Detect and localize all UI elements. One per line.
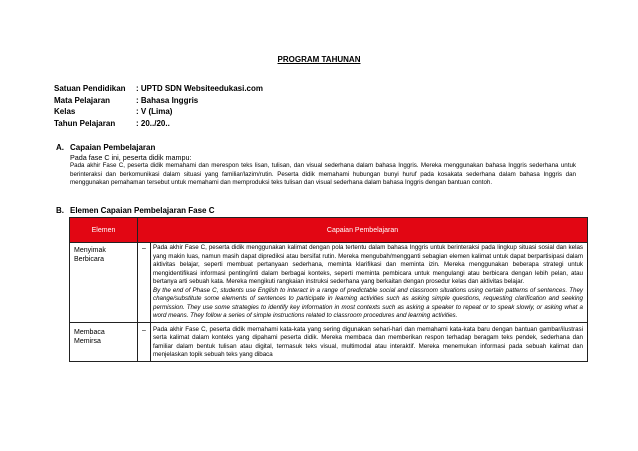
info-value: : V (Lima) bbox=[136, 107, 173, 116]
info-label: Kelas bbox=[54, 107, 76, 116]
section-title: Elemen Capaian Pembelajaran Fase C bbox=[70, 206, 215, 215]
document-title: PROGRAM TAHUNAN bbox=[277, 55, 361, 64]
elemen-cell bbox=[70, 322, 138, 361]
elemen-line: Menyimak bbox=[74, 247, 106, 254]
elemen-line: Membaca bbox=[74, 328, 105, 336]
capaian-text-en: By the end of Phase C, students use English to interact in a range of predictable social and classroom situations using certain patterns of sentences. They change/substitute some elements of sentences to participate in learning activities such as asking simple questions, requesting clarification and seeking permission. They use some strategies to identify key information in most contexts such as asking a speaker to repeat or to speak slowly, or asking what a word means. They follow a series of simple instructions related to classroom procedures and learning activities. bbox=[153, 286, 583, 319]
info-label: Satuan Pendidikan bbox=[54, 84, 126, 93]
table-header-row bbox=[70, 218, 588, 243]
table-row bbox=[70, 322, 588, 361]
info-row-satuan bbox=[54, 83, 263, 95]
capaian-text-id: Pada akhir Fase C, peserta didik menggunakan kalimat dengan pola tertentu dalam bahasa Inggris untuk berinteraksi pada lingkup situasi sosial dan kelas yang makin luas, namun masih dapat diprediksi atau bersifat rutin. Mereka mengubah/mengganti sebagian elemen kalimat untuk dapat berpartisipasi dalam aktivitas belajar, seperti membuat pertanyaan sederhana, meminta klarifikasi dan meminta izin. Mereka menggunakan beberapa strategi untuk mengidentifikasi informasi penting/inti dalam berbagai konteks, seperti meminta pembicara untuk mengulangi atau berbicara dengan lebih pelan, atau bertanya arti sebuah kata. Mereka mengikuti rangkaian instruksi sederhana yang berkaitan dengan prosedur kelas dan aktivitas belajar. bbox=[153, 244, 583, 285]
elemen-line: Memirsa bbox=[74, 337, 101, 345]
info-row-mapel bbox=[54, 95, 263, 107]
elemen-cell bbox=[70, 243, 138, 323]
header-elemen: Elemen bbox=[70, 218, 138, 243]
section-letter: A. bbox=[56, 143, 64, 152]
info-label: Mata Pelajaran bbox=[54, 95, 111, 105]
table-row bbox=[70, 243, 588, 323]
section-a-heading bbox=[56, 143, 155, 152]
capaian-cell bbox=[151, 243, 588, 323]
section-letter: B. bbox=[56, 206, 64, 215]
elemen-line: Berbicara bbox=[74, 256, 104, 263]
info-value: : Bahasa Inggris bbox=[136, 95, 199, 105]
dash-cell: – bbox=[138, 322, 151, 361]
identity-block bbox=[54, 83, 263, 129]
capaian-table bbox=[69, 217, 588, 362]
dash-cell: – bbox=[138, 243, 151, 323]
info-label: Tahun Pelajaran bbox=[54, 118, 116, 128]
capaian-text-id: Pada akhir Fase C, peserta didik memahami kata-kata yang sering digunakan sehari-hari dan memahami kata-kata baru dengan bantuan gambar/ilustrasi serta kalimat dalam konteks yang dipahami peserta didik. Mereka membaca dan memberikan respon terhadap beragam teks pendek, sederhana dan familiar dalam bentuk tulisan atau digital, termasuk teks visual, multimodal atau interaktif. Mereka menemukan informasi pada sebuah kalimat dan menjelaskan topik sebuah teks yang dibaca bbox=[153, 325, 583, 358]
info-value: : 20../20.. bbox=[136, 118, 170, 128]
section-a-paragraph: Pada akhir Fase C, peserta didik memahami dan merespon teks lisan, tulisan, dan visual sederhana dalam bahasa Inggris. Mereka menggunakan bahasa Inggris sederhana untuk berinteraksi dan berkomunikasi dalam situasi yang familiar/lazim/rutin. Peserta didik memahami hubungan bunyi huruf pada kosakata sederhana dalam bahasa Inggris dan menggunakan pemahaman tersebut untuk memahami dan memproduksi teks tulisan dan visual sederhana dalam bahasa Inggris dengan bantuan contoh. bbox=[70, 162, 576, 187]
capaian-cell bbox=[151, 322, 588, 361]
header-capaian: Capaian Pembelajaran bbox=[138, 218, 588, 243]
info-row-tahun bbox=[54, 118, 263, 130]
info-row-kelas bbox=[54, 106, 263, 118]
section-title: Capaian Pembelajaran bbox=[70, 143, 156, 152]
section-a-subheading: Pada fase C ini, peserta didik mampu: bbox=[70, 153, 192, 162]
info-value: : UPTD SDN Websiteedukasi.com bbox=[136, 84, 263, 93]
section-b-heading bbox=[56, 206, 215, 215]
